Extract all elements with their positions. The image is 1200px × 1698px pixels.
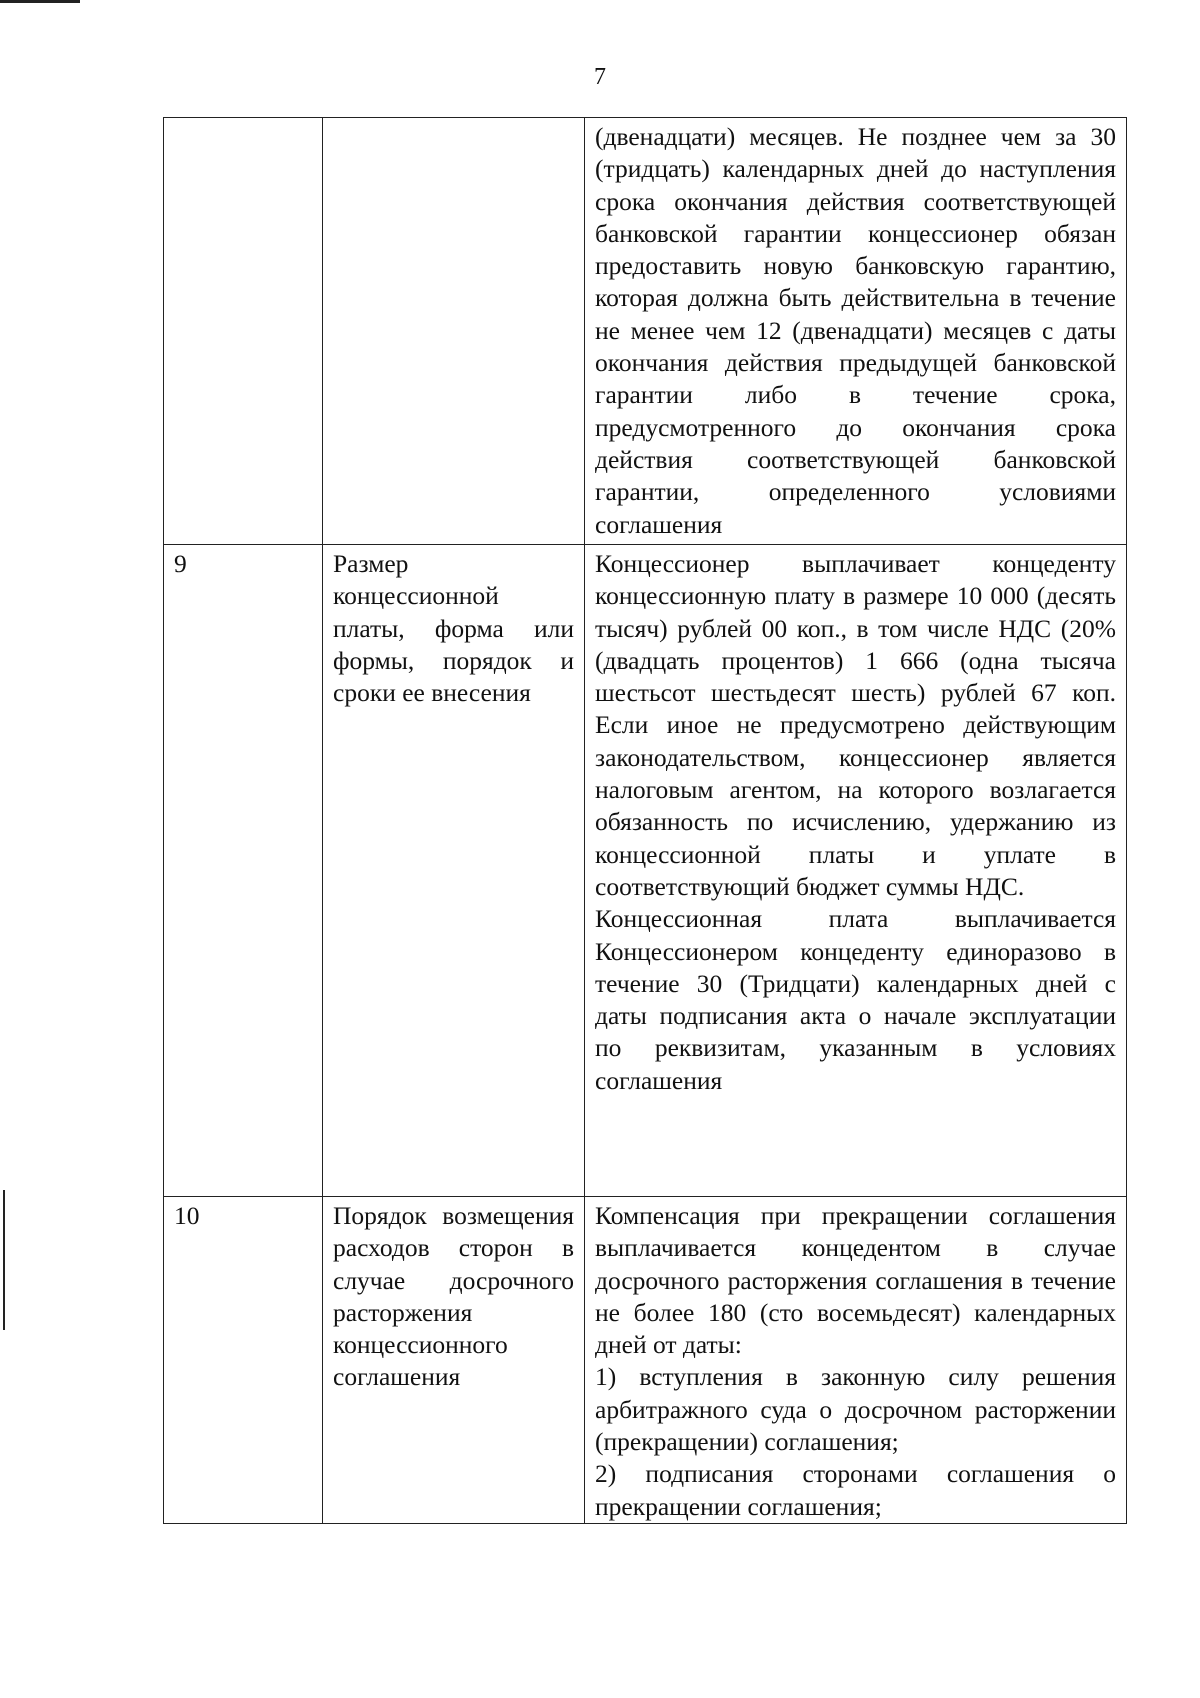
page-number: 7 [594, 64, 606, 90]
description-paragraph: (двенадцати) месяцев. Не позднее чем за 30 (тридцать) календарных дней до наступления срока окончания действия соответствующей банковской гарантии концессионер обязан предоставить новую банковскую гарантию, которая должна быть действительна в течение не менее чем 12 (двенадцати) месяцев с даты окончания действия предыдущей банковской гарантии либо в течение срока, предусмотренного до окончания срока действия соответствующей банковской гарантии, определенного условиями соглашения [595, 122, 1116, 539]
description-paragraph: Компенсация при прекращении соглашения выплачивается концедентом в случае досрочного расторжения соглашения в течение не более 180 (сто восемьдесят) календарных дней от даты: [595, 1201, 1116, 1360]
description-paragraph: Концессионная плата выплачивается Концессионером концеденту единоразово в течение 30 (Тридцати) календарных дней с даты подписания акта о начале эксплуатации по реквизитам, указанным в условиях соглашения [595, 904, 1116, 1095]
scan-artifact [0, 0, 80, 3]
table-row [164, 1197, 1127, 1524]
table-row [164, 118, 1127, 545]
concession-terms-table [163, 117, 1127, 1524]
row-description-cell [585, 545, 1127, 1197]
row-number-cell: 9 [164, 545, 323, 1197]
scan-artifact [3, 1190, 5, 1330]
row-description-cell [585, 1197, 1127, 1524]
description-paragraph: 1) вступления в законную силу решения арбитражного суда о досрочном расторжении (прекращении) соглашения; [595, 1362, 1116, 1457]
row-name-cell: Размер концессионной платы, форма или формы, порядок и сроки ее внесения [323, 545, 585, 1197]
description-paragraph: 2) подписания сторонами соглашения о прекращении соглашения; [595, 1459, 1116, 1521]
row-description-cell [585, 118, 1127, 545]
row-number-cell: 10 [164, 1197, 323, 1524]
row-number-cell [164, 118, 323, 545]
row-name-cell: Порядок возмещения расходов сторон в случае досрочного расторжения концессионного соглашения [323, 1197, 585, 1524]
table-row [164, 545, 1127, 1197]
row-name-cell [323, 118, 585, 545]
description-paragraph: Концессионер выплачивает концеденту концессионную плату в размере 10 000 (десять тысяч) рублей 00 коп., в том числе НДС (20% (двадцать процентов) 1 666 (одна тысяча шестьсот шестьдесят шесть) рублей 67 коп. Если иное не предусмотрено действующим законодательством, концессионер является налоговым агентом, на которого возлагается обязанность по исчислению, удержанию из концессионной платы и уплате в соответствующий бюджет суммы НДС. [595, 549, 1116, 901]
